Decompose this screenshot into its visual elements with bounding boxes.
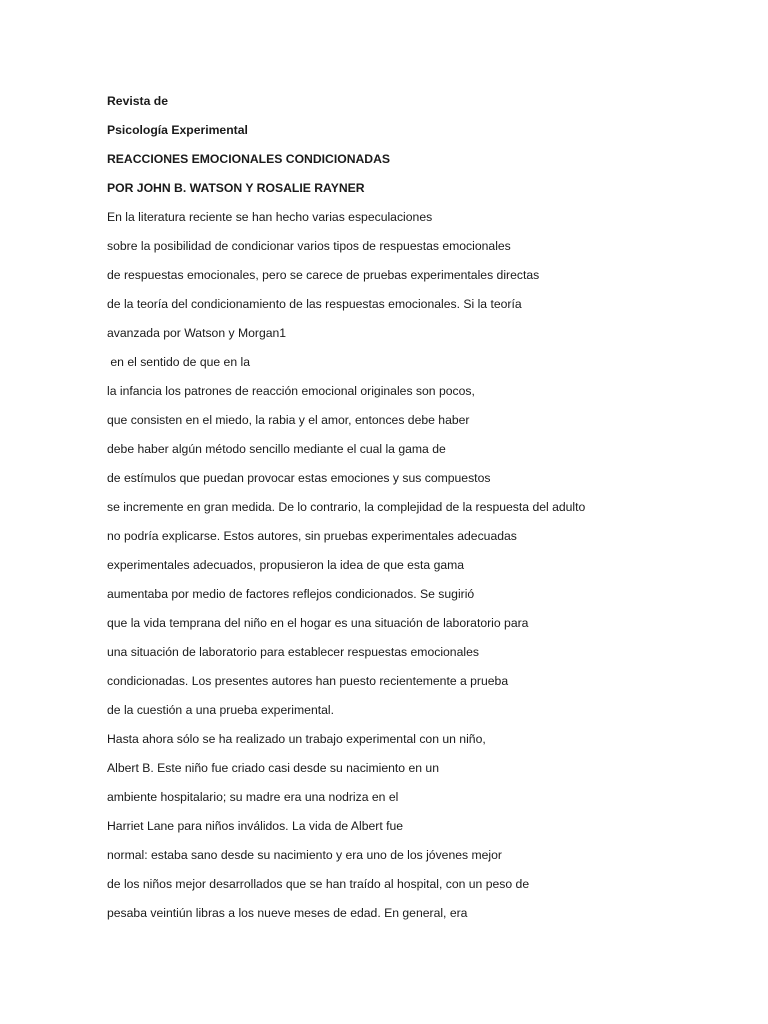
body-line: debe haber algún método sencillo mediante el cual la gama de	[107, 442, 446, 456]
body-line: la infancia los patrones de reacción emocional originales son pocos,	[107, 384, 475, 398]
article-authors: POR JOHN B. WATSON Y ROSALIE RAYNER	[107, 181, 365, 195]
body-line: que consisten en el miedo, la rabia y el amor, entonces debe haber	[107, 413, 470, 427]
body-line: una situación de laboratorio para establecer respuestas emocionales	[107, 645, 479, 659]
body-line: aumentaba por medio de factores reflejos condicionados. Se sugirió	[107, 587, 475, 601]
body-line: avanzada por Watson y Morgan1	[107, 326, 287, 340]
body-line: pesaba veintiún libras a los nueve meses de edad. En general, era	[107, 906, 468, 920]
body-line: se incremente en gran medida. De lo contrario, la complejidad de la respuesta del adulto	[107, 500, 586, 514]
journal-name-line-1: Revista de	[107, 94, 168, 108]
body-line: En la literatura reciente se han hecho varias especulaciones	[107, 210, 433, 224]
body-line: normal: estaba sano desde su nacimiento y era uno de los jóvenes mejor	[107, 848, 502, 862]
body-line: experimentales adecuados, propusieron la idea de que esta gama	[107, 558, 465, 572]
body-line: sobre la posibilidad de condicionar varios tipos de respuestas emocionales	[107, 239, 511, 253]
body-line: no podría explicarse. Estos autores, sin pruebas experimentales adecuadas	[107, 529, 517, 543]
journal-name-line-2: Psicología Experimental	[107, 123, 248, 137]
body-line: condicionadas. Los presentes autores han puesto recientemente a prueba	[107, 674, 509, 688]
body-line: Hasta ahora sólo se ha realizado un trabajo experimental con un niño,	[107, 732, 486, 746]
body-line: de los niños mejor desarrollados que se han traído al hospital, con un peso de	[107, 877, 530, 891]
body-line: ambiente hospitalario; su madre era una nodriza en el	[107, 790, 399, 804]
body-line: Albert B. Este niño fue criado casi desde su nacimiento en un	[107, 761, 439, 775]
body-line: de la cuestión a una prueba experimental.	[107, 703, 334, 717]
body-line: de la teoría del condicionamiento de las respuestas emocionales. Si la teoría	[107, 297, 522, 311]
body-line: en el sentido de que en la	[107, 355, 250, 369]
body-line: de estímulos que puedan provocar estas emociones y sus compuestos	[107, 471, 491, 485]
body-line: de respuestas emocionales, pero se carece de pruebas experimentales directas	[107, 268, 540, 282]
body-line: Harriet Lane para niños inválidos. La vida de Albert fue	[107, 819, 404, 833]
document-text	[107, 91, 727, 932]
article-title: REACCIONES EMOCIONALES CONDICIONADAS	[107, 152, 391, 166]
body-line: que la vida temprana del niño en el hogar es una situación de laboratorio para	[107, 616, 529, 630]
